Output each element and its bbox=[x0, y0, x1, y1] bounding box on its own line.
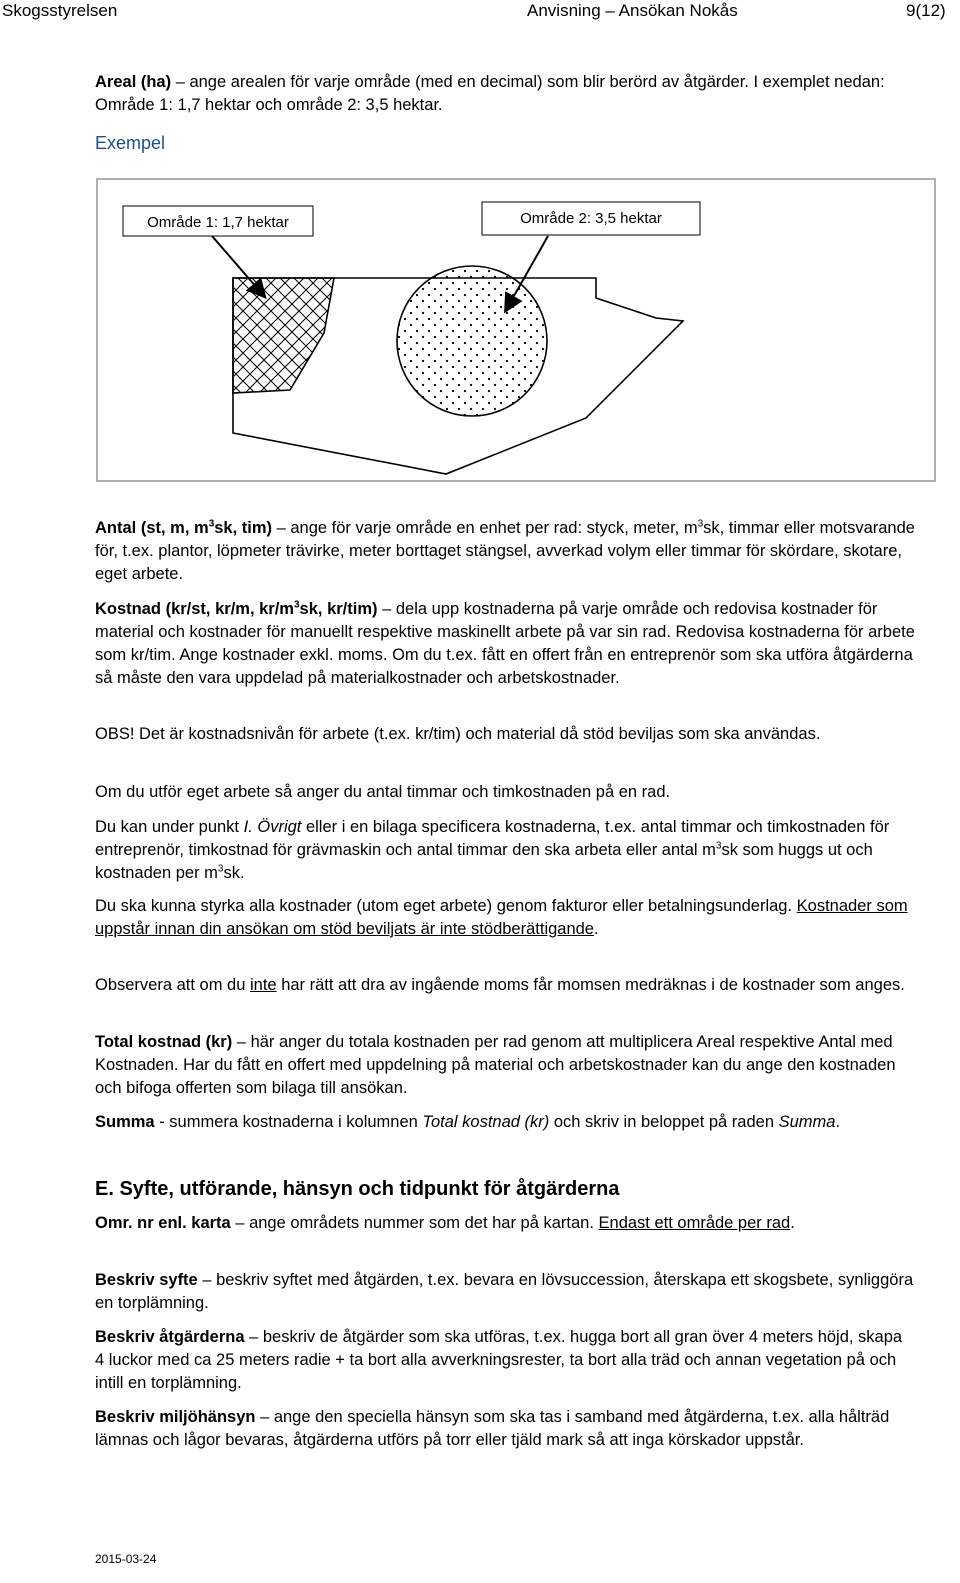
summa-term: Summa bbox=[95, 1113, 155, 1131]
atgarderna-term: Beskriv åtgärderna bbox=[95, 1328, 245, 1346]
areal-paragraph bbox=[95, 71, 915, 117]
antal-term: Antal (st, m, $m^3sk$, tim) bbox=[95, 518, 273, 537]
omr-term: Omr. nr enl. karta bbox=[95, 1214, 231, 1232]
header-org: Skogsstyrelsen bbox=[2, 1, 118, 20]
summa-paragraph: Summa - summera kostnaderna i kolumnen Total kostnad (kr) och skriv in beloppet på raden Summa. bbox=[95, 1113, 841, 1131]
omr-paragraph: Omr. nr enl. karta – ange områdets nummer som det har på kartan. Endast ett område per rad. bbox=[95, 1214, 795, 1232]
total-term: Total kostnad (kr) bbox=[95, 1033, 233, 1051]
footer-date: 2015-03-24 bbox=[95, 1552, 157, 1566]
header-page-number: 9(12) bbox=[906, 1, 946, 20]
label-area-1: Område 1: 1,7 hektar bbox=[147, 214, 289, 231]
syfte-paragraph: Beskriv syfte – beskriv syftet med åtgärden, t.ex. bevara en lövsuccession, återskapa ett skogsbete, synliggöra en torplämning. bbox=[95, 1271, 914, 1312]
miljohansyn-term: Beskriv miljöhänsyn bbox=[95, 1408, 256, 1426]
example-heading: Exempel bbox=[95, 133, 166, 153]
example-figure bbox=[96, 178, 936, 482]
total-paragraph: Total kostnad (kr) – här anger du totala kostnaden per rad genom att multiplicera Areal respektive Antal med Kostnaden. Har du fått en offert med uppdelning på material och arbetskostnader kan du ange den kostnaden och bifoga offerten som bilaga till ansökan. bbox=[95, 1033, 896, 1097]
kostnad-paragraph: Kostnad (kr/st, kr/m, $kr/m^3sk$, kr/tim) – dela upp kostnaderna på varje område och redovisa kostnader för material och kostnader för manuellt respektive maskinellt arbete på var sin rad. Redovisa kostnaderna för arbete som kr/tim. Ange kostnader exkl. moms. Om du t.ex. fått en offert från en entreprenör som ska utföra åtgärderna så måste den vara uppdelad på materialkostnader och arbetskostnader. bbox=[95, 599, 915, 687]
section-e-heading: E. Syfte, utförande, hänsyn och tidpunkt för åtgärderna bbox=[95, 1178, 620, 1200]
eget-arbete-paragraph: Om du utför eget arbete så anger du antal timmar och timkostnaden på en rad. bbox=[95, 783, 671, 801]
areal-desc: – ange arealen för varje område (med en decimal) som blir berörd av åtgärder. I exemplet nedan: Område 1: 1,7 hektar och område 2: 3,5 hektar. bbox=[95, 73, 885, 114]
atgarderna-paragraph: Beskriv åtgärderna – beskriv de åtgärder som ska utföras, t.ex. hugga bort all gran över 4 meters höjd, skapa 4 luckor med ca 25 meters radie + ta bort alla avverkningsrester, ta bort alla träd och annan vegetation på och intill en torplämning. bbox=[95, 1328, 903, 1392]
miljohansyn-paragraph: Beskriv miljöhänsyn – ange den speciella hänsyn som ska tas i samband med åtgärderna, t.ex. alla hålträd lämnas och lågor bevaras, åtgärderna utförs på torr eller tjäld mark så att inga körskador uppstår. bbox=[95, 1408, 890, 1449]
specification-paragraph: Du kan under punkt I. Övrigt eller i en bilaga specificera kostnaderna, t.ex. antal timmar och timkostnaden för entreprenör, timkostnad för grävmaskin och antal timmar den ska arbeta eller antal $m^3sk$ som huggs ut och kostnaden per $m^3sk$. bbox=[95, 818, 890, 882]
area-2-dotted bbox=[397, 266, 547, 416]
areal-term: Areal (ha) bbox=[95, 73, 172, 91]
syfte-term: Beskriv syfte bbox=[95, 1271, 198, 1289]
kostnad-term: Kostnad (kr/st, kr/m, $kr/m^3sk$, kr/tim) bbox=[95, 599, 378, 618]
styrka-paragraph: Du ska kunna styrka alla kostnader (utom eget arbete) genom fakturor eller betalningsunderlag. Kostnader som uppstår innan din ansökan om stöd beviljats är inte stödberättigande. bbox=[95, 897, 908, 938]
header-doc-title: Anvisning – Ansökan Nokås bbox=[527, 1, 738, 20]
label-area-2: Område 2: 3,5 hektar bbox=[520, 210, 662, 227]
moms-paragraph: Observera att om du inte har rätt att dra av ingående moms får momsen medräknas i de kostnader som anges. bbox=[95, 976, 905, 994]
obs-paragraph: OBS! Det är kostnadsnivån för arbete (t.ex. kr/tim) och material då stöd beviljas som ska användas. bbox=[95, 725, 821, 743]
antal-paragraph: Antal (st, m, $m^3sk$, tim) – ange för varje område en enhet per rad: styck, meter, $m^3sk$, timmar eller motsvarande för, t.ex. plantor, löpmeter trävirke, meter borttaget stängsel, avverkad volym eller timmar för skördare, skotare, eget arbete. bbox=[95, 518, 915, 583]
